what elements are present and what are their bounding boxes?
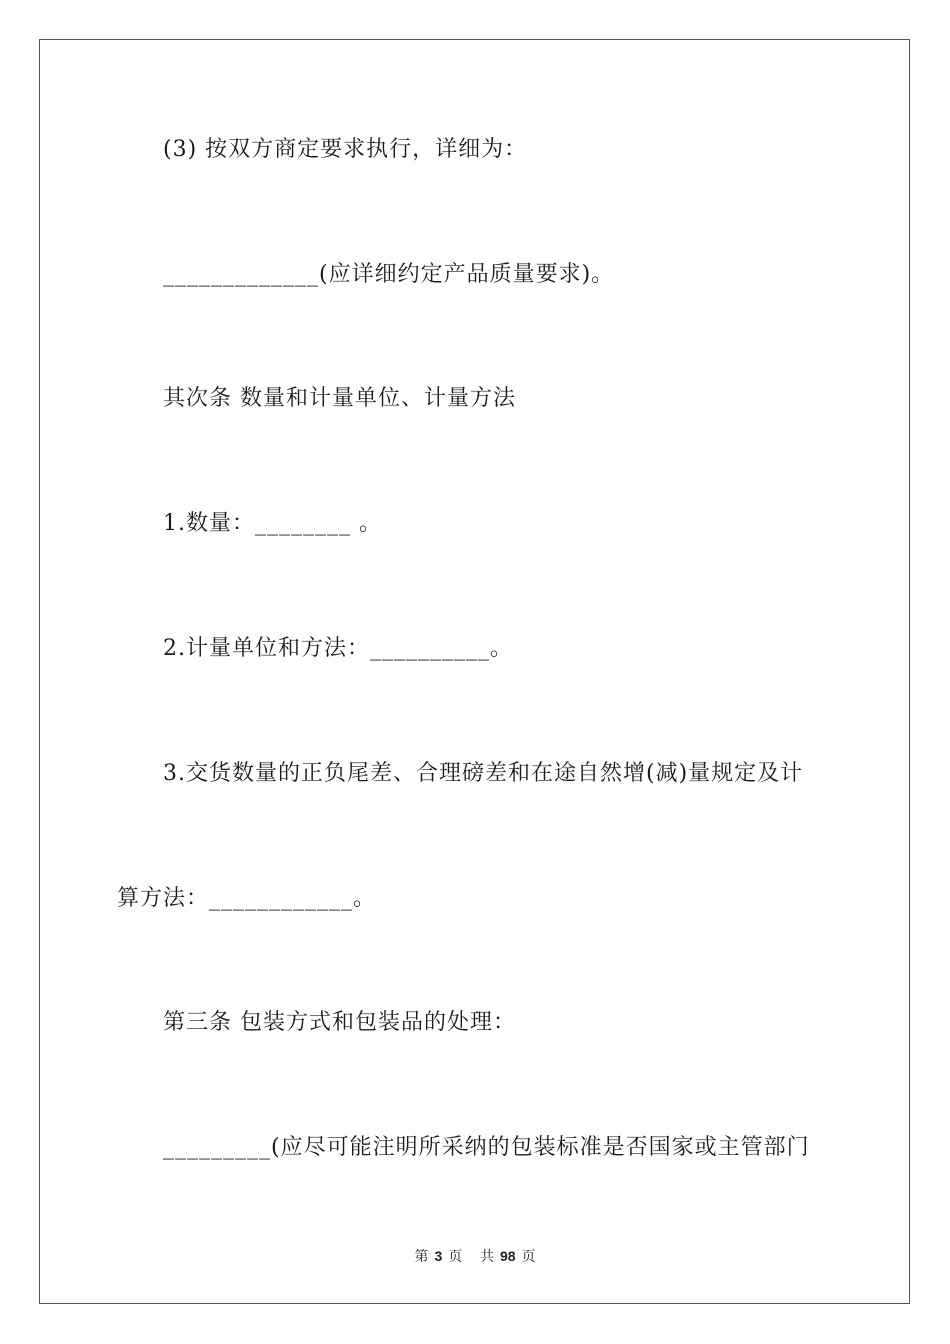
quality-requirement-blank-line: _____________(应详细约定产品质量要求)。	[163, 262, 615, 287]
quantity-line: 1.数量：________ 。	[163, 511, 382, 536]
footer-total-suffix: 页	[521, 1248, 536, 1264]
clause-line-quality-3: (3) 按双方商定要求执行，详细为：	[163, 137, 528, 162]
footer-page-suffix: 页	[448, 1248, 463, 1264]
section-heading-quantity: 其次条 数量和计量单位、计量方法	[163, 386, 516, 411]
footer-page-prefix: 第	[414, 1248, 429, 1264]
footer-total-pages: 98	[499, 1248, 516, 1264]
packaging-standard-line: _________(应尽可能注明所采纳的包装标准是否国家或主管部门	[163, 1135, 810, 1160]
unit-method-line: 2.计量单位和方法：__________。	[163, 636, 513, 661]
tolerance-line-continued: 算方法：____________。	[117, 886, 377, 911]
section-heading-packaging: 第三条 包装方式和包装品的处理：	[163, 1010, 516, 1035]
footer-page-number: 3	[434, 1248, 443, 1264]
page-footer	[0, 1246, 950, 1266]
tolerance-line: 3.交货数量的正负尾差、合理磅差和在途自然增(减)量规定及计	[163, 761, 804, 786]
page-border	[39, 39, 910, 1304]
footer-total-prefix: 共	[479, 1248, 494, 1264]
